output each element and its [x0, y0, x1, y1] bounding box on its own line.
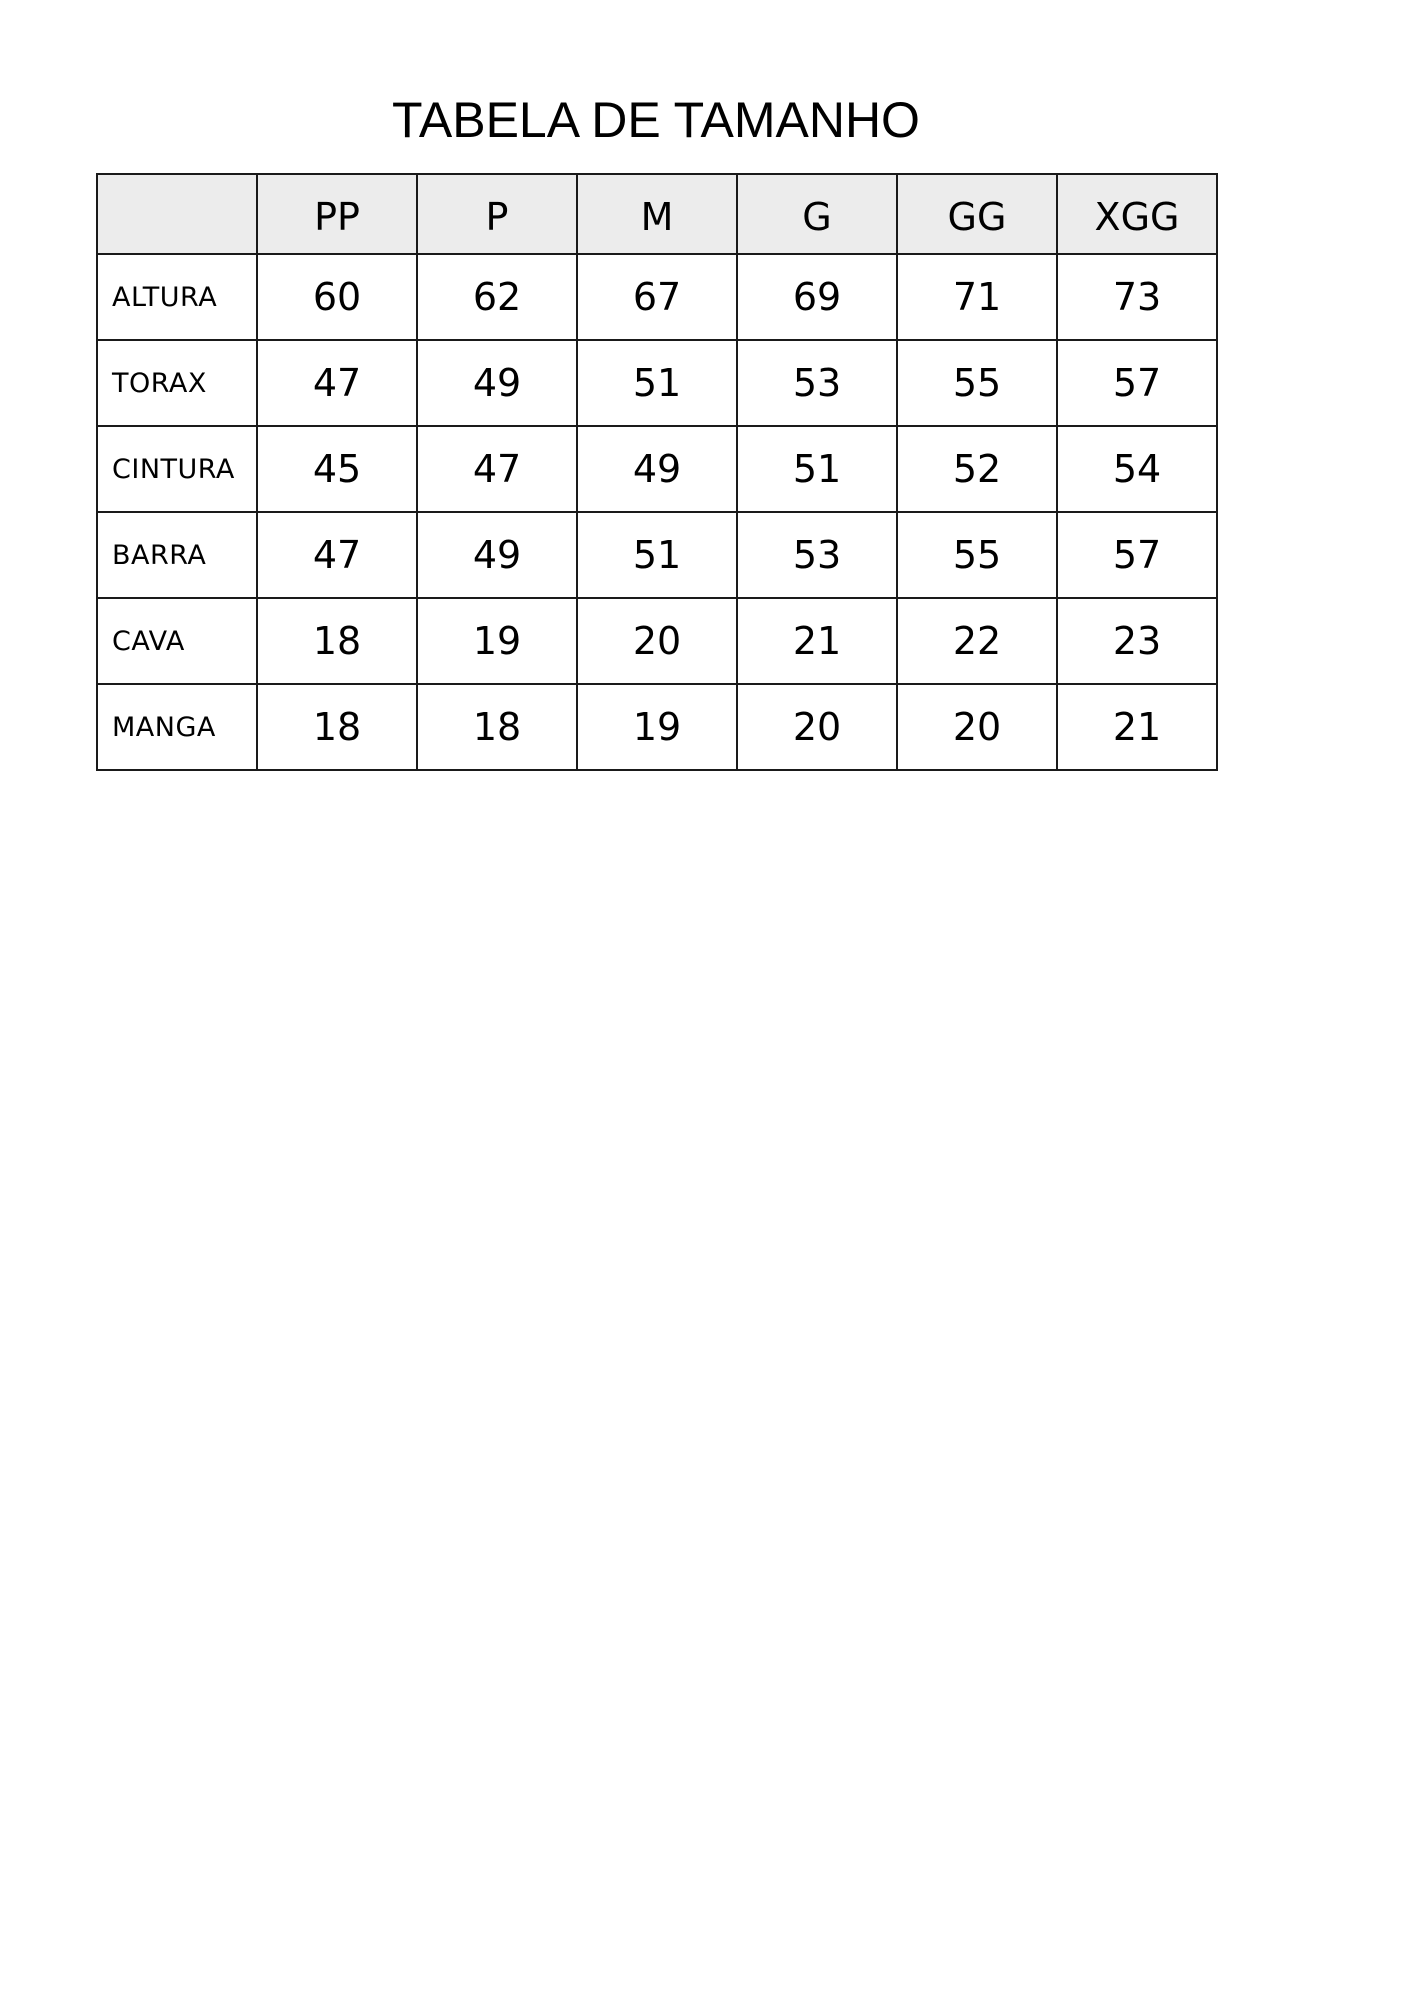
table-cell: 47: [257, 340, 417, 426]
row-label: MANGA: [97, 684, 257, 770]
row-label: TORAX: [97, 340, 257, 426]
size-header-g: G: [737, 174, 897, 254]
table-row-cintura: [97, 426, 1217, 512]
table-cell: 22: [897, 598, 1057, 684]
table-cell: 47: [257, 512, 417, 598]
table-cell: 53: [737, 340, 897, 426]
table-cell: 21: [1057, 684, 1217, 770]
table-cell: 47: [417, 426, 577, 512]
table-cell: 57: [1057, 512, 1217, 598]
size-header-xgg: XGG: [1057, 174, 1217, 254]
table-cell: 49: [417, 512, 577, 598]
table-cell: 71: [897, 254, 1057, 340]
table-row-altura: [97, 254, 1217, 340]
table-cell: 57: [1057, 340, 1217, 426]
table-cell: 20: [737, 684, 897, 770]
size-header-m: M: [577, 174, 737, 254]
table-row-torax: [97, 340, 1217, 426]
table-cell: 54: [1057, 426, 1217, 512]
size-table: [96, 173, 1218, 771]
table-cell: 51: [737, 426, 897, 512]
table-cell: 18: [257, 598, 417, 684]
table-cell: 53: [737, 512, 897, 598]
corner-cell: [97, 174, 257, 254]
row-label: ALTURA: [97, 254, 257, 340]
table-cell: 55: [897, 512, 1057, 598]
table-cell: 18: [257, 684, 417, 770]
table-cell: 60: [257, 254, 417, 340]
table-cell: 19: [577, 684, 737, 770]
size-header-p: P: [417, 174, 577, 254]
table-cell: 23: [1057, 598, 1217, 684]
table-cell: 69: [737, 254, 897, 340]
table-cell: 21: [737, 598, 897, 684]
table-cell: 18: [417, 684, 577, 770]
table-cell: 20: [897, 684, 1057, 770]
table-cell: 62: [417, 254, 577, 340]
size-header-pp: PP: [257, 174, 417, 254]
table-cell: 19: [417, 598, 577, 684]
table-cell: 67: [577, 254, 737, 340]
table-cell: 73: [1057, 254, 1217, 340]
row-label: CAVA: [97, 598, 257, 684]
table-row-manga: [97, 684, 1217, 770]
row-label: BARRA: [97, 512, 257, 598]
table-cell: 51: [577, 512, 737, 598]
table-row-barra: [97, 512, 1217, 598]
table-cell: 52: [897, 426, 1057, 512]
page-title: TABELA DE TAMANHO: [392, 92, 920, 148]
row-label: CINTURA: [97, 426, 257, 512]
table-cell: 55: [897, 340, 1057, 426]
table-cell: 45: [257, 426, 417, 512]
header-row: [97, 174, 1217, 254]
table-row-cava: [97, 598, 1217, 684]
table-cell: 20: [577, 598, 737, 684]
table-cell: 49: [577, 426, 737, 512]
table-cell: 51: [577, 340, 737, 426]
table-cell: 49: [417, 340, 577, 426]
size-header-gg: GG: [897, 174, 1057, 254]
